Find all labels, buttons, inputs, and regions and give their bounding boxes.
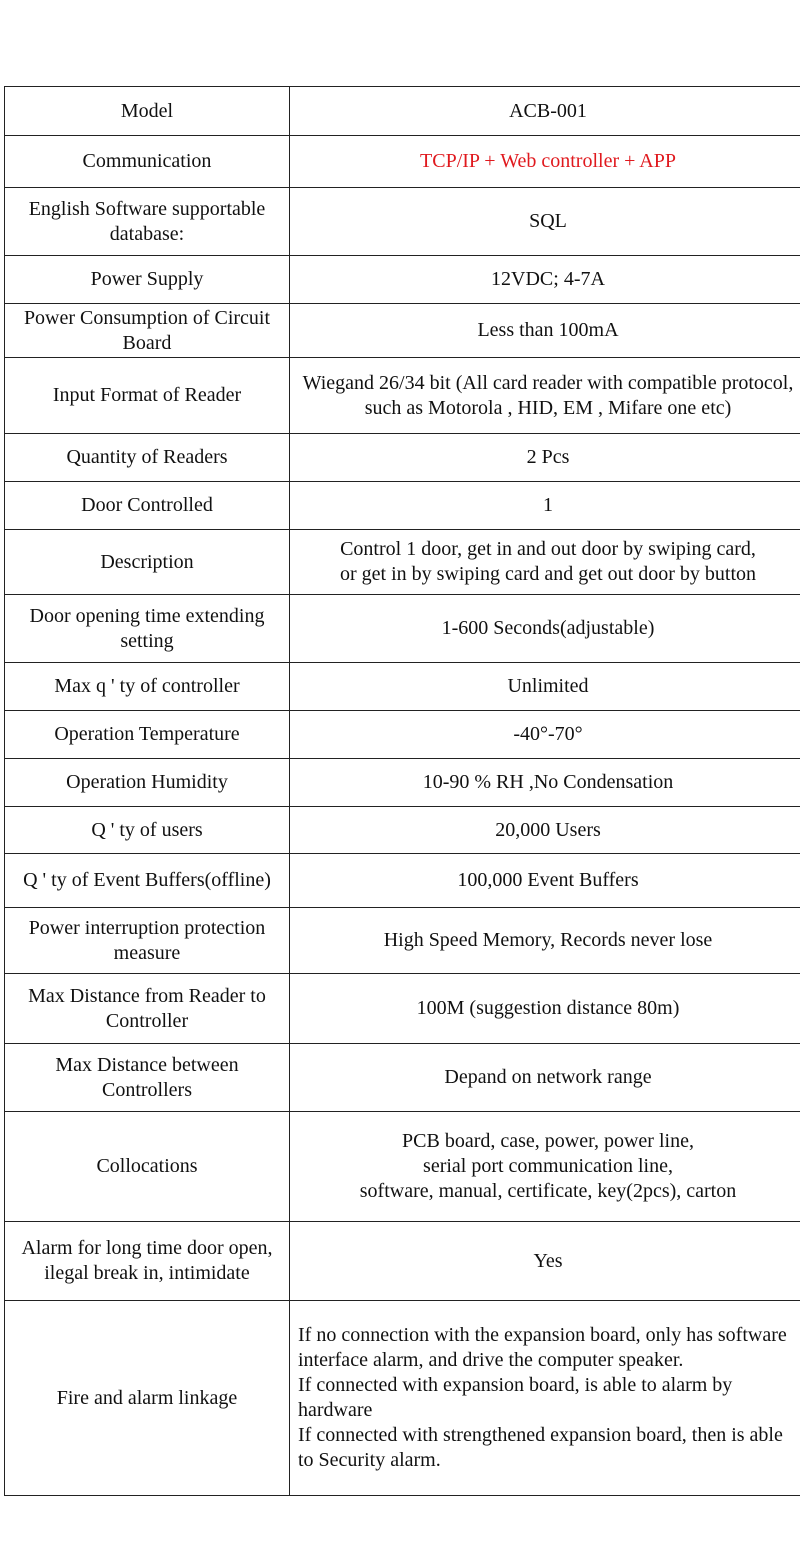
value-model: ACB-001 (290, 87, 800, 136)
table-row-operation-temperature (5, 711, 800, 759)
table-row-controller-distance (5, 1044, 800, 1112)
spec-table (4, 86, 800, 1496)
table-row-event-buffers (5, 854, 800, 908)
table-row-door-opening-time (5, 595, 800, 663)
label-fire-alarm-linkage: Fire and alarm linkage (5, 1301, 290, 1496)
table-row-power-supply (5, 256, 800, 304)
table-row-door-controlled (5, 482, 800, 530)
table-row-quantity-readers (5, 434, 800, 482)
value-power-supply: 12VDC; 4-7A (290, 256, 800, 304)
table-row-fire-alarm-linkage (5, 1301, 800, 1496)
value-power-interruption: High Speed Memory, Records never lose (290, 908, 800, 974)
table-row-collocations (5, 1112, 800, 1222)
table-row-communication (5, 136, 800, 188)
value-operation-temperature: -40°-70° (290, 711, 800, 759)
table-row-input-format (5, 358, 800, 434)
table-row-description (5, 530, 800, 595)
table-row-max-controllers (5, 663, 800, 711)
label-input-format: Input Format of Reader (5, 358, 290, 434)
table-row-power-consumption (5, 304, 800, 358)
label-communication: Communication (5, 136, 290, 188)
label-power-consumption: Power Consumption of Circuit Board (5, 304, 290, 358)
value-quantity-readers: 2 Pcs (290, 434, 800, 482)
table-row-software-database (5, 188, 800, 256)
value-max-controllers: Unlimited (290, 663, 800, 711)
table-row-alarm-door-open (5, 1222, 800, 1301)
label-quantity-readers: Quantity of Readers (5, 434, 290, 482)
value-door-opening-time: 1-600 Seconds(adjustable) (290, 595, 800, 663)
label-collocations: Collocations (5, 1112, 290, 1222)
value-collocations: PCB board, case, power, power line, serial port communication line, software, manual, certificate, key(2pcs), carton (290, 1112, 800, 1222)
label-model: Model (5, 87, 290, 136)
value-alarm-door-open: Yes (290, 1222, 800, 1301)
value-input-format: Wiegand 26/34 bit (All card reader with compatible protocol, such as Motorola , HID, EM , Mifare one etc) (290, 358, 800, 434)
label-reader-distance: Max Distance from Reader to Controller (5, 974, 290, 1044)
label-software-database: English Software supportable database: (5, 188, 290, 256)
value-reader-distance: 100M (suggestion distance 80m) (290, 974, 800, 1044)
label-power-interruption: Power interruption protection measure (5, 908, 290, 974)
value-operation-humidity: 10-90 % RH ,No Condensation (290, 759, 800, 807)
label-operation-temperature: Operation Temperature (5, 711, 290, 759)
table-row-reader-distance (5, 974, 800, 1044)
label-operation-humidity: Operation Humidity (5, 759, 290, 807)
label-description: Description (5, 530, 290, 595)
value-software-database: SQL (290, 188, 800, 256)
label-door-opening-time: Door opening time extending setting (5, 595, 290, 663)
label-users: Q ' ty of users (5, 807, 290, 854)
table-row-users (5, 807, 800, 854)
table-row-power-interruption (5, 908, 800, 974)
label-door-controlled: Door Controlled (5, 482, 290, 530)
label-max-controllers: Max q ' ty of controller (5, 663, 290, 711)
value-description: Control 1 door, get in and out door by swiping card, or get in by swiping card and get out door by button (290, 530, 800, 595)
label-alarm-door-open: Alarm for long time door open, ilegal break in, intimidate (5, 1222, 290, 1301)
value-controller-distance: Depand on network range (290, 1044, 800, 1112)
table-row-operation-humidity (5, 759, 800, 807)
value-fire-alarm-linkage: If no connection with the expansion board, only has software interface alarm, and drive the computer speaker. If connected with expansion board, is able to alarm by hardware If connected with strengthened expansion board, then is able to Security alarm. (290, 1301, 800, 1496)
label-controller-distance: Max Distance between Controllers (5, 1044, 290, 1112)
label-power-supply: Power Supply (5, 256, 290, 304)
value-door-controlled: 1 (290, 482, 800, 530)
label-event-buffers: Q ' ty of Event Buffers(offline) (5, 854, 290, 908)
value-users: 20,000 Users (290, 807, 800, 854)
value-communication: TCP/IP + Web controller + APP (290, 136, 800, 188)
value-power-consumption: Less than 100mA (290, 304, 800, 358)
table-row-model (5, 87, 800, 136)
value-event-buffers: 100,000 Event Buffers (290, 854, 800, 908)
